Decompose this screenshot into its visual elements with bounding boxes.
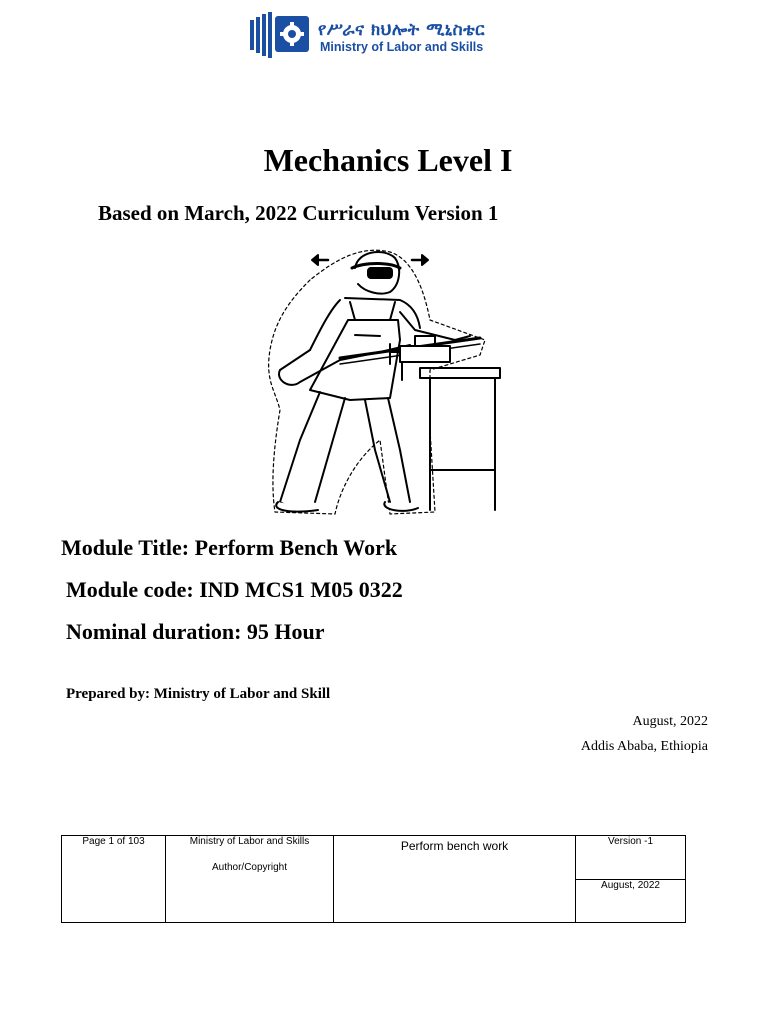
document-title: Mechanics Level I: [263, 142, 513, 178]
publication-date: August, 2022: [632, 714, 708, 729]
footer-date-cell: [576, 880, 686, 923]
prepared-by: Prepared by: Ministry of Labor and Skill: [66, 686, 331, 702]
footer-author: Author/Copyright: [211, 862, 288, 873]
publication-place: Addis Ababa, Ethiopia: [580, 739, 708, 754]
ministry-emblem-icon: [248, 10, 314, 60]
logo-english-text: Ministry of Labor and Skills: [320, 40, 484, 54]
footer-module-cell: [334, 836, 576, 923]
footer-version: Version -1: [607, 836, 654, 847]
footer-org-cell: [166, 836, 334, 923]
ministry-logo: [248, 10, 528, 60]
footer-version-cell: [576, 836, 686, 880]
footer-page-cell: [62, 836, 166, 923]
footer-organization: Ministry of Labor and Skills: [189, 836, 310, 847]
nominal-duration: Nominal duration: 95 Hour: [66, 619, 325, 644]
footer-date: August, 2022: [601, 880, 660, 891]
footer-page-number: Page 1 of 103: [82, 836, 145, 847]
logo-amharic-text: የሥራና ክህሎት ሚኒስቴር: [318, 20, 485, 40]
bench-worker-illustration: [240, 240, 540, 520]
footer-module-name: Perform bench work: [400, 839, 509, 853]
module-code: Module code: IND MCS1 M05 0322: [66, 577, 403, 602]
module-title: Module Title: Perform Bench Work: [61, 535, 398, 560]
footer-table: [61, 835, 686, 923]
curriculum-subtitle: Based on March, 2022 Curriculum Version 1: [98, 201, 499, 225]
